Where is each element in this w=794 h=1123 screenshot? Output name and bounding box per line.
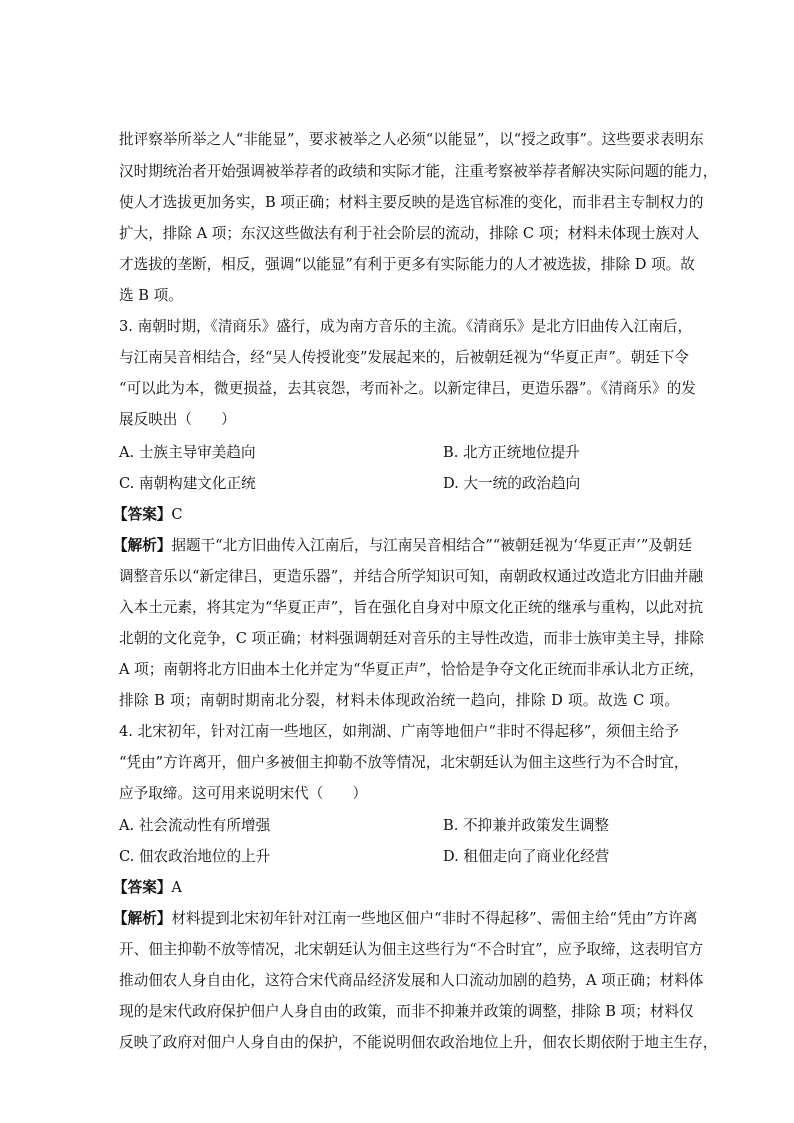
answer-value: A bbox=[171, 879, 182, 896]
prev-analysis-line: 才选拔的垄断，相反，强调“以能显”有利于更多有实际能力的人才被选拔，排除 D 项。故 bbox=[119, 256, 695, 273]
q4-analysis-line bbox=[113, 909, 698, 929]
q3-stem-line: 3. 南朝时期，《清商乐》盛行，成为南方音乐的主流。《清商乐》是北方旧曲传入江南后， bbox=[119, 318, 693, 335]
q4-stem-line: “凭由”方许离开，佃户多被佃主抑勒不放等情况，北宋朝廷认为佃主这些行为不合时宜， bbox=[119, 754, 689, 771]
answer-tag: 【答案】 bbox=[113, 506, 172, 523]
q3-analysis-line: A 项；南朝将北方旧曲本土化并定为“华夏正声”，恰恰是争夺文化正统而非承认北方正统， bbox=[119, 661, 704, 678]
q3-analysis-line: 调整音乐以“新定律吕，更造乐器”，并结合所学知识可知，南朝政权通过改造北方旧曲并融 bbox=[119, 568, 704, 585]
q4-option-c: C. 佃农政治地位的上升 bbox=[119, 848, 271, 865]
prev-analysis-line: 汉时期统治者开始强调被举荐者的政绩和实际才能，注重考察被举荐者解决实际问题的能力， bbox=[119, 163, 718, 180]
q3-analysis-line: 排除 B 项；南朝时期南北分裂，材料未体现政治统一趋向，排除 D 项。故选 C 项。 bbox=[119, 692, 679, 709]
answer-value: C bbox=[171, 506, 183, 523]
q3-analysis-line: 北朝的文化竞争，C 项正确；材料强调朝廷对音乐的主导性改造，而非士族审美主导，排除 bbox=[119, 630, 704, 647]
q4-answer bbox=[113, 878, 182, 898]
analysis-tag: 【解析】 bbox=[113, 537, 172, 554]
q3-option-c: C. 南朝构建文化正统 bbox=[119, 475, 256, 492]
answer-tag: 【答案】 bbox=[113, 879, 172, 896]
q3-answer bbox=[113, 505, 183, 525]
prev-analysis-line: 选 B 项。 bbox=[119, 287, 183, 304]
q4-analysis-line: 反映了政府对佃户人身自由的保护，不能说明佃农政治地位上升，佃农长期依附于地主生存， bbox=[119, 1034, 718, 1051]
q4-analysis-line: 开、佃主抑勒不放等情况，北宋朝廷认为佃主这些行为“不合时宜”，应予取缔，这表明官方 bbox=[119, 941, 704, 958]
q4-stem-line: 应予取缔。这可用来说明宋代（ ） bbox=[119, 785, 368, 802]
prev-analysis-line: 扩大，排除 A 项；东汉这些做法有利于社会阶层的流动，排除 C 项；材料未体现士族对人 bbox=[119, 225, 700, 242]
q3-option-d: D. 大一统的政治趋向 bbox=[443, 475, 581, 492]
q4-option-a: A. 社会流动性有所增强 bbox=[119, 817, 271, 834]
q4-option-d: D. 租佃走向了商业化经营 bbox=[443, 848, 610, 865]
q4-stem-line: 4. 北宋初年，针对江南一些地区，如荆湖、广南等地佃户“非时不得起移”，须佃主给予 bbox=[119, 723, 679, 740]
prev-analysis-line: 批评察举所举之人“非能显”，要求被举之人必须“以能显”，以“授之政事”。这些要求表明东 bbox=[119, 131, 704, 148]
analysis-text: 材料提到北宋初年针对江南一些地区佃户“非时不得起移”、需佃主给“凭由”方许离 bbox=[171, 910, 698, 927]
q3-stem-line: 与江南吴音相结合，经“吴人传授讹变”发展起来的，后被朝廷视为“华夏正声”。朝廷下令 bbox=[119, 349, 689, 366]
q4-analysis-line: 推动佃农人身自由化，这符合宋代商品经济发展和人口流动加剧的趋势，A 项正确；材料体 bbox=[119, 972, 704, 989]
q3-analysis-line: 入本土元素，将其定为“华夏正声”，旨在强化自身对中原文化正统的继承与重构，以此对抗 bbox=[119, 599, 704, 616]
q3-option-a: A. 士族主导审美趋向 bbox=[119, 444, 256, 461]
prev-analysis-line: 使人才选拔更加务实，B 项正确；材料主要反映的是选官标准的变化，而非君主专制权力的 bbox=[119, 194, 704, 211]
q4-analysis-line: 现的是宋代政府保护佃户人身自由的政策，而非不抑兼并政策的调整，排除 B 项；材料仅 bbox=[119, 1003, 694, 1020]
analysis-tag: 【解析】 bbox=[113, 910, 172, 927]
analysis-text: 据题干“北方旧曲传入江南后，与江南吴音相结合”“被朝廷视为‘华夏正声’”及朝廷 bbox=[171, 537, 693, 554]
q3-option-b: B. 北方正统地位提升 bbox=[443, 444, 580, 461]
q3-stem-line: “可以此为本，微更损益，去其哀怨，考而补之。以新定律吕，更造乐器”。《清商乐》的发 bbox=[119, 380, 696, 397]
q4-option-b: B. 不抑兼并政策发生调整 bbox=[443, 817, 609, 834]
q3-stem-line: 展反映出（ ） bbox=[119, 411, 236, 428]
q3-analysis-line bbox=[113, 536, 693, 556]
